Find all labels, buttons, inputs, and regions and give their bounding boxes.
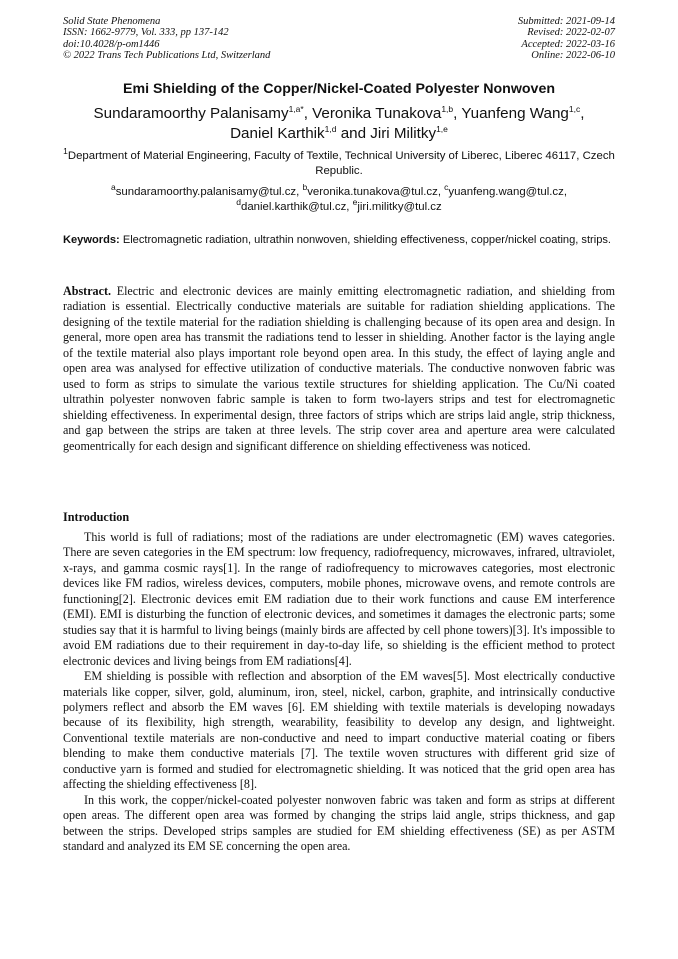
paragraph: This world is full of radiations; most of the radiations are under electromagnetic (EM) waves categories. There are seven categories in the EM spectrum: low frequency, radiofrequency, microwaves, infrared, ultraviolet, x-rays, and gamma cosmic rays[1]. In the range of radiofrequency to microwaves categories, most electronic devices like FM radios, wireless devices, computers, mobile phones, microwave ovens, and remote controls are functioning[2]. Electronic devices emit EM radiation due to their work functions and cause EM interference (EMI). EMI is disturbing the function of electronic devices, and sometimes it damages the electronic parts; some studies say that it is harmful to living beings (mainly birds are affected by cell phone towers)[3]. It's impossible to avoid EM radiations due to their requirement in day-to-day life, so shielding is the efficient method to protect electronic devices and living beings from EM radiations[4]. — [63, 530, 615, 668]
abstract — [63, 284, 615, 454]
date-accepted: Accepted: 2022-03-16 — [521, 38, 615, 50]
email-link[interactable]: yuanfeng.wang@tul.cz — [448, 186, 564, 198]
email-mark: c — [444, 182, 449, 193]
author-name: Sundaramoorthy Palanisamy — [93, 105, 289, 122]
email-mark: a — [110, 182, 116, 193]
author-affiliation-mark: 1,e — [436, 123, 448, 134]
author-name: Veronika Tunakova — [312, 105, 442, 122]
keywords-text: Electromagnetic radiation, ultrathin nonwoven, shielding effectiveness, copper/nickel coating, strips. — [122, 234, 612, 246]
author-list: Sundaramoorthy Palanisamy$^{1,a*}$, Veronika Tunakova$^{1,b}$, Yuanfeng Wang$^{1,c}$, Daniel Karthik$^{1,d}$ and Jiri Militky$^{1,e}$ — [93, 103, 585, 142]
author-name: Daniel Karthik — [230, 125, 325, 142]
author-affiliation-mark: 1,c — [568, 103, 581, 114]
email-mark: e — [352, 197, 358, 208]
publication-dates — [518, 16, 615, 62]
abstract-text: Electric and electronic devices are mainly emitting electromagnetic radiation, and shielding from radiation is essential. Electrically conductive materials are suitable for radiation shielding applications. The designing of the textile material for the radiation shielding is challenging because of its open area and design. In general, more open area has transmit the radiations tend to lesser in shielding. Another factor is the laying angle of the textile material also plays important role beyond open area. In this study, the effect of laying angle and open area was analysed for effective utilization of conductive materials. The conductive nonwoven fabric was used to form as strips to simulate the various textile structures for shielding application. The Cu/Ni coated ultrathin polyester nonwoven fabric sample is taken to form two-layers strips and test for electromagnetic shielding effectiveness. In experimental design, three factors of strips which are strips laid angle, strip thickness, and gap between the strips are taken at three levels. The strip cover area and aperture area were calculated geomentrically for each design and significant difference on shielding effectiveness was noticed. — [63, 284, 615, 453]
email-link[interactable]: daniel.karthik@tul.cz — [241, 201, 347, 214]
keywords-label: Keywords: — [63, 234, 120, 246]
paragraph: EM shielding is possible with reflection and absorption of the EM waves[5]. Most electrically conductive materials like copper, silver, gold, aluminum, iron, steel, nickel, carbon, graphite, and intrinsically conductive polymers reflect and absorb the EM waves [6]. EM shielding with textile materials is developing nowadays because of its flexibility, high strength, wearability, feasibility to develop any design, and lightweight. Conventional textile materials are non-conductive and need to impart conductive material coating or fibers blending to make them conductive materials [7]. The textile woven structures with different grid size of conductive yarn is formed and studied for electromagnetic shielding. It was noticed that the grid open area has affecting the shielding effectiveness [8]. — [63, 669, 615, 792]
author-affiliation-mark: 1,d — [324, 123, 337, 134]
keywords — [63, 233, 615, 248]
affiliation-mark: 1 — [63, 146, 68, 157]
email-mark: d — [236, 197, 242, 208]
journal-issn: ISSN: 1662-9779, Vol. 333, pp 137-142 — [63, 27, 229, 39]
paragraph: In this work, the copper/nickel-coated polyester nonwoven fabric was taken and form as strips at different open areas. The different open area was formed by changing the strips laid angle, strips thickness, and gap between the strips. Developed strips samples are studied for EM shielding effectiveness (SE) as per ASTM standard and analyzed its EM SE concerning the open area. — [63, 792, 615, 854]
introduction-body — [63, 530, 615, 855]
author-name: Jiri Militky — [370, 125, 437, 142]
author-name: Yuanfeng Wang — [461, 105, 569, 122]
abstract-label: Abstract. — [63, 284, 112, 298]
email-link[interactable]: veronika.tunakova@tul.cz — [307, 186, 438, 198]
affiliation — [55, 146, 623, 179]
date-online: Online: 2022-06-10 — [531, 50, 615, 62]
email-link[interactable]: sundaramoorthy.palanisamy@tul.cz — [115, 186, 297, 198]
journal-name: Solid State Phenomena — [63, 16, 161, 27]
email-list: $^a$sundaramoorthy.palanisamy@tul.cz, $^b$veronika.tunakova@tul.cz, $^c$yuanfeng.wang@tul.cz, $^d$daniel.karthik@tul.cz, $^e$jiri.militky@tul.cz — [110, 182, 567, 214]
journal-copyright: © 2022 Trans Tech Publications Ltd, Switzerland — [63, 50, 271, 62]
date-revised: Revised: 2022-02-07 — [527, 27, 615, 39]
email-mark: b — [302, 182, 308, 193]
author-affiliation-mark: 1,a* — [288, 103, 304, 114]
date-submitted: Submitted: 2021-09-14 — [517, 16, 615, 27]
journal-doi: doi:10.4028/p-om1446 — [63, 38, 160, 50]
introduction-heading: Introduction — [63, 510, 130, 524]
affiliation-text: Department of Material Engineering, Faculty of Textile, Technical University of Liberec, Liberec 46117, Czech Republic. — [67, 150, 615, 178]
journal-info — [63, 16, 270, 62]
email-link[interactable]: jiri.militky@tul.cz — [357, 201, 442, 214]
author-affiliation-mark: 1,b — [441, 103, 454, 114]
paper-title: Emi Shielding of the Copper/Nickel-Coated Polyester Nonwoven — [123, 81, 555, 97]
